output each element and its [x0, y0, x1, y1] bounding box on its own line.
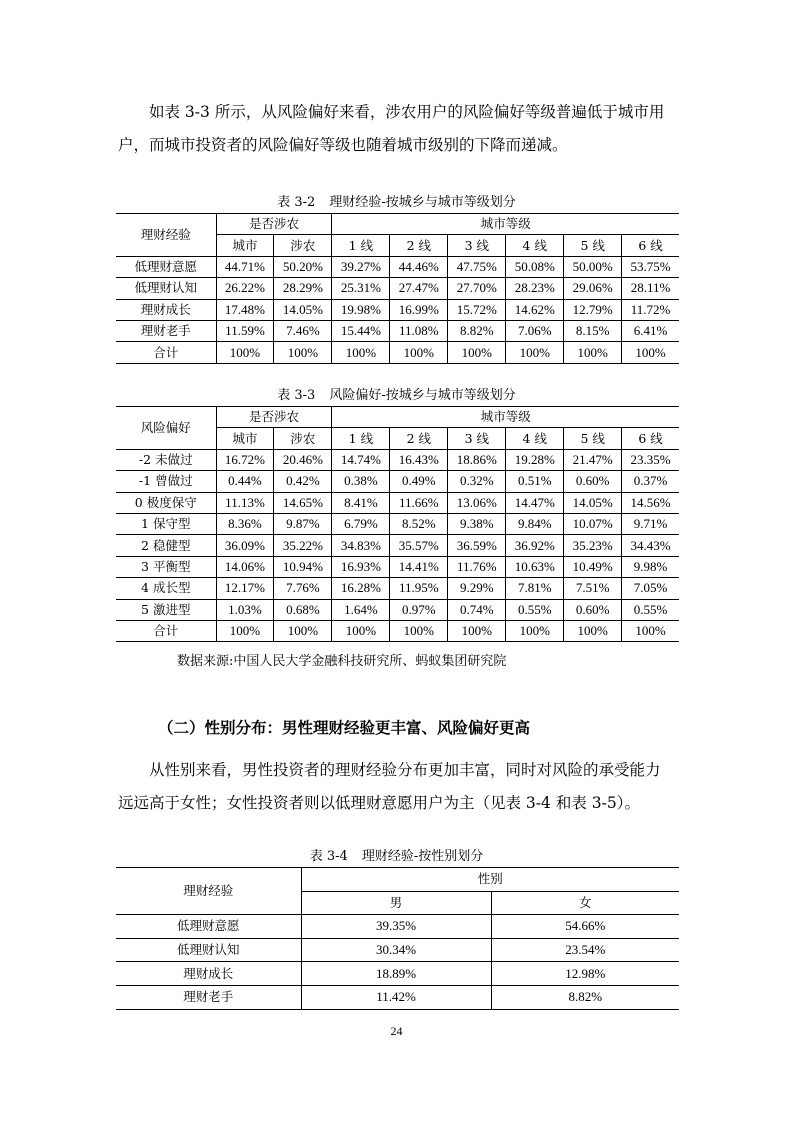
- table-cell: 100%: [622, 620, 679, 641]
- table-cell: 14.41%: [390, 556, 448, 577]
- table-cell: 12.17%: [216, 578, 274, 599]
- table-cell: 36.92%: [506, 535, 564, 556]
- table-cell: 30.34%: [301, 938, 491, 962]
- table-cell: 9.71%: [622, 513, 679, 534]
- table-cell: 100%: [332, 342, 390, 363]
- table-3-3: [116, 406, 679, 642]
- source-note: 数据来源:中国人民大学金融科技研究所、蚂蚁集团研究院: [177, 654, 507, 669]
- table-cell: 11.66%: [390, 492, 448, 513]
- table-cell: 10.63%: [506, 556, 564, 577]
- table-cell: 100%: [622, 342, 679, 363]
- row-label: 低理财意愿: [116, 915, 301, 939]
- table-cell: 14.05%: [274, 299, 332, 320]
- column-header: 5 线: [564, 428, 622, 449]
- table-cell: 11.59%: [216, 320, 274, 341]
- table-cell: 7.51%: [564, 578, 622, 599]
- table-row: [116, 342, 679, 363]
- table-row: [116, 449, 679, 470]
- column-header: 1 线: [332, 428, 390, 449]
- table-row: [116, 492, 679, 513]
- table-cell: 0.60%: [564, 599, 622, 620]
- table-row: [116, 299, 679, 320]
- table-cell: 21.47%: [564, 449, 622, 470]
- table-cell: 14.65%: [274, 492, 332, 513]
- column-header: 城市: [216, 428, 274, 449]
- table-cell: 0.74%: [448, 599, 506, 620]
- column-header: 城市: [216, 235, 274, 256]
- column-header: 女: [491, 891, 679, 915]
- table-cell: 0.37%: [622, 471, 679, 492]
- table-row: [116, 599, 679, 620]
- row-header: 风险偏好: [116, 407, 216, 450]
- column-header: 6 线: [622, 428, 679, 449]
- table-cell: 14.62%: [506, 299, 564, 320]
- table-cell: 13.06%: [448, 492, 506, 513]
- table-cell: 100%: [564, 620, 622, 641]
- row-label: 3 平衡型: [116, 556, 216, 577]
- table-cell: 1.64%: [332, 599, 390, 620]
- table-cell: 34.83%: [332, 535, 390, 556]
- group-header-city-tier: 城市等级: [332, 407, 679, 428]
- table-3-3-caption: 表 3-3 风险偏好-按城乡与城市等级划分: [277, 388, 516, 403]
- table-row: [116, 513, 679, 534]
- table-cell: 34.43%: [622, 535, 679, 556]
- table-cell: 14.74%: [332, 449, 390, 470]
- table-cell: 14.56%: [622, 492, 679, 513]
- table-cell: 0.55%: [506, 599, 564, 620]
- table-row: [116, 985, 679, 1009]
- table-cell: 17.48%: [216, 299, 274, 320]
- table-cell: 16.28%: [332, 578, 390, 599]
- table-cell: 11.42%: [301, 985, 491, 1009]
- table-cell: 7.06%: [506, 320, 564, 341]
- table-cell: 14.06%: [216, 556, 274, 577]
- table-cell: 28.11%: [622, 278, 679, 299]
- table-row: [116, 256, 679, 277]
- table-cell: 100%: [274, 620, 332, 641]
- column-header: 2 线: [390, 235, 448, 256]
- table-cell: 0.49%: [390, 471, 448, 492]
- table-cell: 7.76%: [274, 578, 332, 599]
- table-cell: 7.81%: [506, 578, 564, 599]
- table-cell: 20.46%: [274, 449, 332, 470]
- table-cell: 44.46%: [390, 256, 448, 277]
- table-row: [116, 320, 679, 341]
- table-cell: 11.95%: [390, 578, 448, 599]
- table-cell: 25.31%: [332, 278, 390, 299]
- table-cell: 10.94%: [274, 556, 332, 577]
- row-label: 低理财认知: [116, 938, 301, 962]
- table-cell: 8.52%: [390, 513, 448, 534]
- table-cell: 0.51%: [506, 471, 564, 492]
- table-cell: 100%: [506, 620, 564, 641]
- table-cell: 0.68%: [274, 599, 332, 620]
- row-label: 2 稳健型: [116, 535, 216, 556]
- row-label: 理财老手: [116, 320, 216, 341]
- group-header-city-tier: 城市等级: [332, 214, 679, 235]
- table-cell: 27.70%: [448, 278, 506, 299]
- table-cell: 50.08%: [506, 256, 564, 277]
- table-cell: 11.76%: [448, 556, 506, 577]
- table-row: [116, 962, 679, 986]
- table-cell: 35.23%: [564, 535, 622, 556]
- table-cell: 39.27%: [332, 256, 390, 277]
- row-header: 理财经验: [116, 214, 216, 257]
- table-row: [116, 535, 679, 556]
- table-cell: 19.28%: [506, 449, 564, 470]
- group-header-rural: 是否涉农: [216, 407, 332, 428]
- column-header: 男: [301, 891, 491, 915]
- table-cell: 11.13%: [216, 492, 274, 513]
- row-label: 理财成长: [116, 962, 301, 986]
- group-header-rural: 是否涉农: [216, 214, 332, 235]
- intro-paragraph: [118, 96, 678, 162]
- table-cell: 0.32%: [448, 471, 506, 492]
- table-cell: 9.84%: [506, 513, 564, 534]
- column-header: 3 线: [448, 235, 506, 256]
- table-row: [116, 938, 679, 962]
- table-cell: 6.41%: [622, 320, 679, 341]
- row-label: 合计: [116, 620, 216, 641]
- table-cell: 44.71%: [216, 256, 274, 277]
- row-label: 低理财认知: [116, 278, 216, 299]
- table-cell: 23.35%: [622, 449, 679, 470]
- table-cell: 15.72%: [448, 299, 506, 320]
- table-3-4: [116, 867, 679, 1010]
- column-header: 4 线: [506, 428, 564, 449]
- table-row: [116, 471, 679, 492]
- table-cell: 27.47%: [390, 278, 448, 299]
- table-cell: 12.79%: [564, 299, 622, 320]
- row-label: -1 曾做过: [116, 471, 216, 492]
- row-label: 理财老手: [116, 985, 301, 1009]
- column-header: 涉农: [274, 428, 332, 449]
- table-cell: 47.75%: [448, 256, 506, 277]
- table-cell: 18.89%: [301, 962, 491, 986]
- gender-paragraph: [118, 754, 678, 820]
- table-cell: 36.09%: [216, 535, 274, 556]
- table-cell: 1.03%: [216, 599, 274, 620]
- table-cell: 53.75%: [622, 256, 679, 277]
- table-cell: 19.98%: [332, 299, 390, 320]
- table-cell: 100%: [390, 342, 448, 363]
- table-cell: 18.86%: [448, 449, 506, 470]
- table-cell: 26.22%: [216, 278, 274, 299]
- table-row: [116, 620, 679, 641]
- table-3-2: [116, 213, 679, 364]
- table-cell: 100%: [448, 342, 506, 363]
- table-cell: 16.43%: [390, 449, 448, 470]
- table-cell: 100%: [274, 342, 332, 363]
- table-cell: 8.41%: [332, 492, 390, 513]
- gender-line-2: 远远高于女性；女性投资者则以低理财意愿用户为主（见表 3-4 和表 3-5）。: [118, 794, 640, 812]
- row-label: 1 保守型: [116, 513, 216, 534]
- table-cell: 39.35%: [301, 915, 491, 939]
- table-cell: 29.06%: [564, 278, 622, 299]
- table-row: [116, 556, 679, 577]
- table-row: [116, 278, 679, 299]
- table-cell: 100%: [564, 342, 622, 363]
- row-label: 理财成长: [116, 299, 216, 320]
- table-cell: 8.82%: [491, 985, 679, 1009]
- table-row: [116, 915, 679, 939]
- table-cell: 7.46%: [274, 320, 332, 341]
- table-3-2-caption: 表 3-2 理财经验-按城乡与城市等级划分: [277, 195, 516, 210]
- table-cell: 0.97%: [390, 599, 448, 620]
- table-cell: 50.00%: [564, 256, 622, 277]
- column-header: 6 线: [622, 235, 679, 256]
- column-header: 1 线: [332, 235, 390, 256]
- table-cell: 0.60%: [564, 471, 622, 492]
- row-header: 理财经验: [116, 868, 301, 915]
- table-cell: 23.54%: [491, 938, 679, 962]
- table-cell: 35.57%: [390, 535, 448, 556]
- table-cell: 8.82%: [448, 320, 506, 341]
- table-3-4-caption: 表 3-4 理财经验-按性别划分: [309, 849, 484, 864]
- table-row: [116, 578, 679, 599]
- table-cell: 100%: [506, 342, 564, 363]
- table-cell: 9.87%: [274, 513, 332, 534]
- column-header: 涉农: [274, 235, 332, 256]
- row-label: -2 未做过: [116, 449, 216, 470]
- table-cell: 0.44%: [216, 471, 274, 492]
- table-cell: 100%: [216, 342, 274, 363]
- column-header: 3 线: [448, 428, 506, 449]
- row-label: 低理财意愿: [116, 256, 216, 277]
- table-cell: 15.44%: [332, 320, 390, 341]
- table-cell: 28.29%: [274, 278, 332, 299]
- page-number: 24: [390, 1024, 403, 1038]
- column-header: 5 线: [564, 235, 622, 256]
- table-cell: 28.23%: [506, 278, 564, 299]
- table-cell: 100%: [216, 620, 274, 641]
- table-cell: 16.99%: [390, 299, 448, 320]
- table-cell: 14.05%: [564, 492, 622, 513]
- row-label: 合计: [116, 342, 216, 363]
- table-cell: 0.42%: [274, 471, 332, 492]
- intro-line-1: 如表 3-3 所示，从风险偏好来看，涉农用户的风险偏好等级普遍低于城市用: [149, 103, 665, 121]
- row-label: 5 激进型: [116, 599, 216, 620]
- table-cell: 0.38%: [332, 471, 390, 492]
- table-cell: 100%: [332, 620, 390, 641]
- table-cell: 9.29%: [448, 578, 506, 599]
- row-label: 4 成长型: [116, 578, 216, 599]
- column-header: 2 线: [390, 428, 448, 449]
- table-cell: 11.08%: [390, 320, 448, 341]
- table-cell: 100%: [448, 620, 506, 641]
- table-cell: 8.15%: [564, 320, 622, 341]
- gender-line-1: 从性别来看，男性投资者的理财经验分布更加丰富，同时对风险的承受能力: [149, 761, 661, 779]
- table-cell: 50.20%: [274, 256, 332, 277]
- table-cell: 7.05%: [622, 578, 679, 599]
- row-label: 0 极度保守: [116, 492, 216, 513]
- column-header: 4 线: [506, 235, 564, 256]
- intro-line-2: 户，而城市投资者的风险偏好等级也随着城市级别的下降而递减。: [118, 136, 568, 154]
- table-cell: 36.59%: [448, 535, 506, 556]
- table-cell: 9.38%: [448, 513, 506, 534]
- table-cell: 35.22%: [274, 535, 332, 556]
- table-cell: 10.49%: [564, 556, 622, 577]
- table-cell: 9.98%: [622, 556, 679, 577]
- table-cell: 100%: [390, 620, 448, 641]
- table-cell: 12.98%: [491, 962, 679, 986]
- table-cell: 6.79%: [332, 513, 390, 534]
- table-cell: 10.07%: [564, 513, 622, 534]
- table-cell: 16.93%: [332, 556, 390, 577]
- table-cell: 16.72%: [216, 449, 274, 470]
- table-cell: 8.36%: [216, 513, 274, 534]
- table-cell: 0.55%: [622, 599, 679, 620]
- group-header-gender: 性别: [301, 868, 679, 892]
- table-cell: 14.47%: [506, 492, 564, 513]
- table-cell: 11.72%: [622, 299, 679, 320]
- table-cell: 54.66%: [491, 915, 679, 939]
- section-heading: （二）性别分布：男性理财经验更丰富、风险偏好更高: [158, 719, 531, 737]
